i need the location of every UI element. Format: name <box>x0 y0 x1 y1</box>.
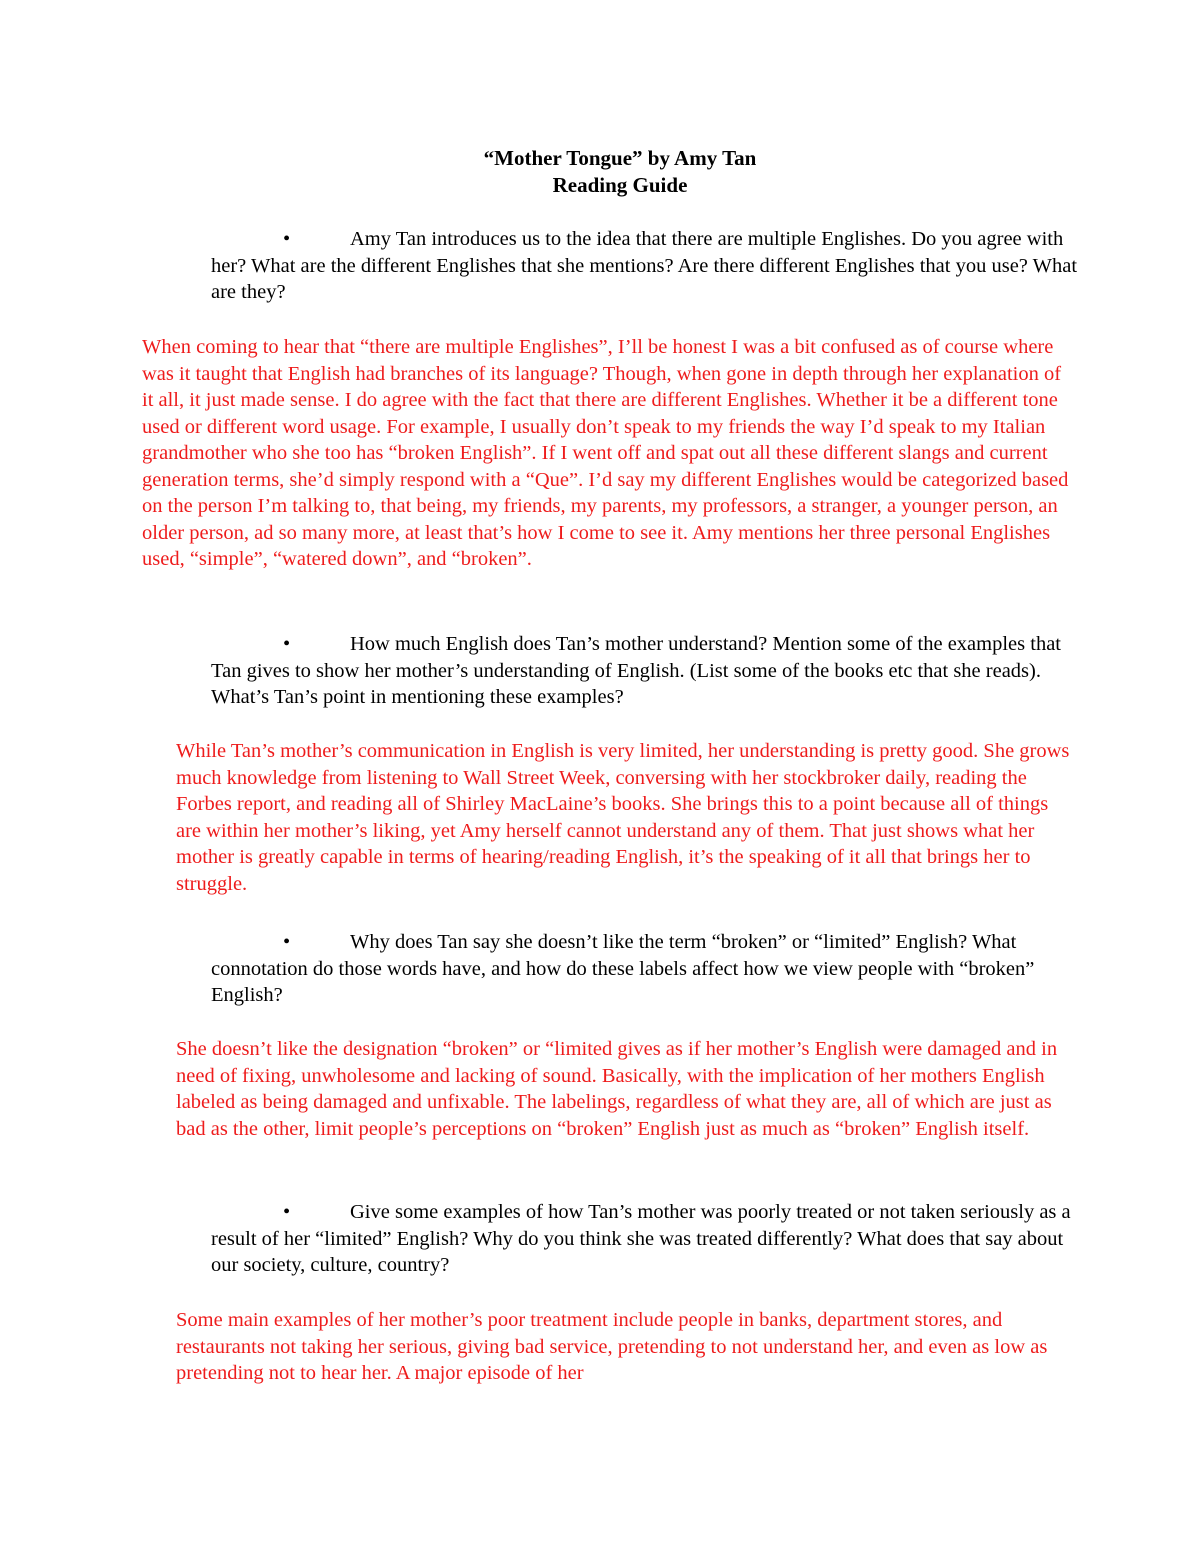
question-3 <box>211 929 1081 1009</box>
question-text: How much English does Tan’s mother understand? Mention some of the examples that Tan gives to show her mother’s understanding of English. (List some of the books etc that she reads). What’s Tan’s point in mentioning these examples? <box>211 633 1061 708</box>
bullet-icon: • <box>283 228 291 250</box>
title-line-2: Reading Guide <box>552 172 688 197</box>
answer-2: While Tan’s mother’s communication in English is very limited, her understanding is pretty good. She grows much knowledge from listening to Wall Street Week, conversing with her stockbroker daily, reading the Forbes report, and reading all of Shirley MacLaine’s books. She brings this to a point because all of things are within her mother’s liking, yet Amy herself cannot understand any of them. That just shows what her mother is greatly capable in terms of hearing/reading English, it’s the speaking of it all that brings her to struggle. <box>176 740 1070 895</box>
question-2 <box>211 631 1081 711</box>
answer-4: Some main examples of her mother’s poor treatment include people in banks, department stores, and restaurants not taking her serious, giving bad service, pretending to not understand her, and even as low as pretending not to hear her. A major episode of her <box>176 1309 1048 1384</box>
document-title <box>0 145 1200 198</box>
answer-3: She doesn’t like the designation “broken” or “limited gives as if her mother’s English were damaged and in need of fixing, unwholesome and lacking of sound. Basically, with the implication of her mothers English labeled as being damaged and unfixable. The labelings, regardless of what they are, all of which are just as bad as the other, limit people’s perceptions on “broken” English just as much as “broken” English itself. <box>176 1038 1058 1140</box>
question-4 <box>211 1199 1081 1279</box>
question-text: Why does Tan say she doesn’t like the term “broken” or “limited” English? What connotation do those words have, and how do these labels affect how we view people with “broken” English? <box>211 931 1035 1006</box>
bullet-icon: • <box>283 931 291 953</box>
question-1 <box>211 226 1081 306</box>
answer-1: When coming to hear that “there are multiple Englishes”, I’ll be honest I was a bit confused as of course where was it taught that English had branches of its language? Though, when gone in depth through her explanation of it all, it just made sense. I do agree with the fact that there are different Englishes. Whether it be a different tone used or different word usage. For example, I usually don’t speak to my friends the way I’d speak to my Italian grandmother who she too has “broken English”. If I went off and spat out all these different slangs and current generation terms, she’d simply respond with a “Que”. I’d say my different Englishes would be categorized based on the person I’m talking to, that being, my friends, my parents, my professors, a stranger, a younger person, an older person, ad so many more, at least that’s how I come to see it. Amy mentions her three personal Englishes used, “simple”, “watered down”, and “broken”. <box>142 336 1069 570</box>
question-text: Give some examples of how Tan’s mother was poorly treated or not taken seriously as a result of her “limited” English? Why do you think she was treated differently? What does that say about our society, culture, country? <box>211 1201 1071 1276</box>
question-text: Amy Tan introduces us to the idea that there are multiple Englishes. Do you agree with her? What are the different Englishes that she mentions? Are there different Englishes that you use? What are they? <box>211 228 1078 303</box>
title-line-1: “Mother Tongue” by Amy Tan <box>483 146 757 170</box>
bullet-icon: • <box>283 633 291 655</box>
bullet-icon: • <box>283 1201 291 1223</box>
